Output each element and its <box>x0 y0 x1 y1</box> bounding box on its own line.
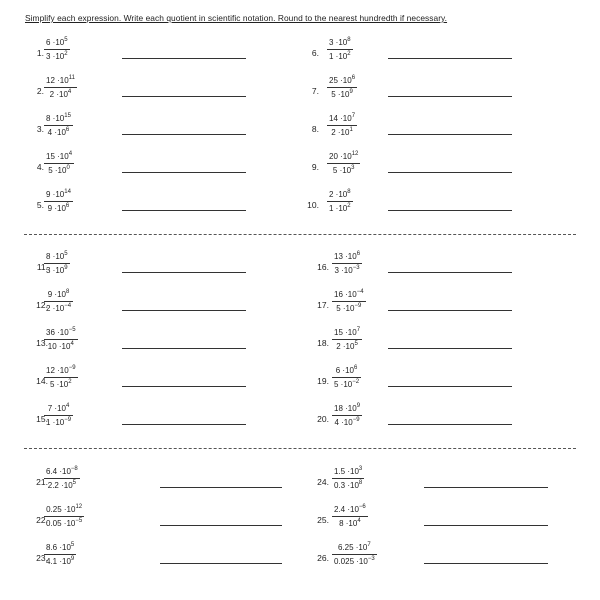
numerator <box>327 38 353 48</box>
answer-line[interactable] <box>388 96 512 97</box>
answer-line[interactable] <box>388 134 512 135</box>
problem-18 <box>0 328 600 358</box>
denominator-base: 3 ·10 <box>46 52 65 61</box>
numerator-base: 6.4 ·10 <box>46 467 71 476</box>
numerator <box>336 543 373 553</box>
numerator-exponent: 7 <box>367 542 371 548</box>
denominator-exponent: 9 <box>70 556 75 562</box>
numerator <box>334 366 360 376</box>
denominator-base: 4.1 ·10 <box>46 557 71 566</box>
numerator-exponent: 3 <box>358 466 363 472</box>
numerator-exponent: −6 <box>358 504 366 510</box>
denominator-base: 3 ·10 <box>46 266 65 275</box>
answer-line[interactable] <box>424 525 548 526</box>
denominator-exponent: 4 <box>357 518 361 524</box>
problem-number: 25. <box>317 515 329 525</box>
problem-19 <box>0 366 600 396</box>
problem-number: 13. <box>36 338 48 348</box>
denominator-base: 0.025 ·10 <box>334 557 368 566</box>
numerator-base: 3 ·10 <box>329 38 348 47</box>
fraction <box>332 328 362 352</box>
denominator <box>332 557 377 567</box>
numerator-exponent: 7 <box>351 113 356 119</box>
numerator-exponent: −5 <box>68 327 76 333</box>
problem-number: 15. <box>36 414 48 424</box>
fraction-bar <box>327 163 360 164</box>
denominator-base: 2.2 ·10 <box>47 481 73 490</box>
numerator <box>332 467 364 477</box>
numerator <box>327 114 357 124</box>
fraction <box>327 114 357 138</box>
answer-line[interactable] <box>424 487 548 488</box>
fraction-bar <box>332 339 362 340</box>
denominator-base: 8 ·10 <box>339 519 358 528</box>
fraction-bar <box>327 49 353 50</box>
fraction-bar <box>327 201 353 202</box>
problem-number: 20. <box>317 414 329 424</box>
problem-number: 17. <box>317 300 329 310</box>
numerator-base: 2 ·10 <box>329 190 348 199</box>
numerator-base: 6 ·10 <box>335 366 354 375</box>
numerator-exponent: 5 <box>64 37 68 43</box>
problem-number: 1. <box>36 48 44 58</box>
numerator-exponent: 14 <box>64 189 71 195</box>
denominator-exponent: 5 <box>354 341 358 347</box>
denominator-base: 5 ·10 <box>332 166 352 175</box>
numerator-base: 2.4 ·10 <box>334 505 359 514</box>
denominator-base: 5 ·10 <box>336 304 355 313</box>
numerator-exponent: 11 <box>68 75 75 81</box>
denominator-exponent: 9 <box>64 265 68 271</box>
problem-24 <box>0 467 600 497</box>
fraction <box>332 543 377 567</box>
numerator-base: 18 ·10 <box>334 404 357 413</box>
fraction-bar <box>332 478 364 479</box>
answer-line[interactable] <box>388 272 512 273</box>
denominator-exponent: −2 <box>352 379 360 385</box>
problem-number: 11. <box>36 262 48 272</box>
fraction-bar <box>332 301 366 302</box>
problem-17 <box>0 290 600 320</box>
denominator-exponent: 0 <box>66 165 70 171</box>
answer-line[interactable] <box>388 210 512 211</box>
answer-line[interactable] <box>388 386 512 387</box>
numerator <box>332 505 368 515</box>
numerator <box>332 252 362 262</box>
denominator-exponent: 2 <box>347 203 351 209</box>
numerator-exponent: 12 <box>351 151 359 157</box>
problem-number: 22. <box>36 515 48 525</box>
problem-16 <box>0 252 600 282</box>
denominator-base: 3 ·10 <box>334 266 353 275</box>
numerator-base: 9 ·10 <box>47 290 66 299</box>
numerator-base: 8 ·10 <box>46 114 65 123</box>
numerator-exponent: 4 <box>68 151 73 157</box>
problem-number: 6. <box>311 48 319 58</box>
answer-line[interactable] <box>388 172 512 173</box>
numerator-base: 6 ·10 <box>46 38 65 47</box>
denominator-base: 5 ·10 <box>49 380 69 389</box>
denominator-base: 1 ·10 <box>46 418 65 427</box>
problem-20 <box>0 404 600 434</box>
problem-number: 26. <box>317 553 329 563</box>
numerator <box>332 290 366 300</box>
fraction-bar <box>332 415 362 416</box>
denominator <box>332 418 361 428</box>
numerator-base: 15 ·10 <box>46 152 69 161</box>
problem-10 <box>0 190 600 220</box>
denominator-base: 1 ·10 <box>329 52 348 61</box>
denominator-exponent: 1 <box>349 127 353 133</box>
section-divider <box>24 234 576 235</box>
answer-line[interactable] <box>388 58 512 59</box>
denominator <box>327 204 353 214</box>
numerator-exponent: 12 <box>75 504 83 510</box>
denominator-base: 0.05 ·10 <box>46 519 76 528</box>
denominator-exponent: −9 <box>352 417 360 423</box>
numerator-base: 15 ·10 <box>334 328 357 337</box>
section-divider <box>24 448 576 449</box>
denominator-exponent: 9 <box>349 89 353 95</box>
numerator-base: 14 ·10 <box>329 114 352 123</box>
denominator-exponent: 2 <box>68 379 72 385</box>
numerator-exponent: 6 <box>351 75 356 81</box>
fraction <box>332 366 361 390</box>
numerator-exponent: 8 <box>347 37 351 43</box>
numerator <box>327 152 360 162</box>
fraction <box>327 76 357 100</box>
problem-number: 10. <box>307 200 319 210</box>
numerator-base: 0.25 ·10 <box>46 505 76 514</box>
problem-number: 18. <box>317 338 329 348</box>
denominator-exponent: 5 <box>72 480 76 486</box>
numerator-base: 25 ·10 <box>329 76 352 85</box>
fraction <box>332 290 366 314</box>
denominator-base: 4 ·10 <box>334 418 353 427</box>
problem-number: 9. <box>311 162 319 172</box>
problem-number: 12. <box>36 300 48 310</box>
problem-number: 3. <box>36 124 44 134</box>
denominator-exponent: 6 <box>65 127 70 133</box>
numerator-base: 16 ·10 <box>334 290 357 299</box>
numerator-base: 36 ·10 <box>46 328 69 337</box>
problem-8 <box>0 114 600 144</box>
problem-number: 23. <box>36 553 48 563</box>
numerator <box>327 76 357 86</box>
denominator-exponent: −3 <box>367 556 375 562</box>
answer-line[interactable] <box>388 310 512 311</box>
numerator-base: 12 ·10 <box>46 76 69 85</box>
denominator <box>331 166 357 176</box>
numerator-exponent: 4 <box>65 403 70 409</box>
denominator-base: 2 ·10 <box>46 304 65 313</box>
problem-number: 2. <box>36 86 44 96</box>
numerator-exponent: 8 <box>347 189 351 195</box>
numerator-exponent: 6 <box>356 251 361 257</box>
problem-6 <box>0 38 600 68</box>
problem-number: 19. <box>317 376 329 386</box>
denominator <box>337 519 363 529</box>
numerator-exponent: 6 <box>353 365 358 371</box>
numerator-exponent: 5 <box>70 542 75 548</box>
denominator <box>327 52 353 62</box>
denominator <box>329 90 355 100</box>
denominator-exponent: −5 <box>75 518 83 524</box>
fraction <box>332 467 364 491</box>
fraction <box>332 505 368 529</box>
fraction <box>332 404 362 428</box>
answer-line[interactable] <box>424 563 548 564</box>
answer-line[interactable] <box>388 348 512 349</box>
numerator-exponent: 5 <box>64 251 68 257</box>
instructions: Simplify each expression. Write each quotient in scientific notation. Round to the nearest hundredth if necessary. <box>25 13 448 23</box>
numerator-base: 9 ·10 <box>46 190 65 199</box>
denominator-exponent: 8 <box>358 480 363 486</box>
denominator-exponent: −9 <box>354 303 362 309</box>
denominator-exponent: −3 <box>352 265 360 271</box>
numerator-exponent: 7 <box>356 327 361 333</box>
denominator <box>332 380 361 390</box>
numerator-exponent: 9 <box>356 403 361 409</box>
numerator <box>327 190 353 200</box>
denominator-base: 5 ·10 <box>334 380 353 389</box>
numerator <box>332 328 362 338</box>
denominator-base: 0.3 ·10 <box>334 481 359 490</box>
denominator-exponent: 4 <box>70 341 74 347</box>
denominator-base: 2 ·10 <box>49 90 68 99</box>
numerator-base: 1.5 ·10 <box>334 467 359 476</box>
problem-25 <box>0 505 600 535</box>
denominator-base: 9 ·10 <box>47 204 66 213</box>
problem-7 <box>0 76 600 106</box>
problem-number: 14. <box>36 376 48 386</box>
fraction-bar <box>327 125 357 126</box>
numerator-exponent: 8 <box>65 289 70 295</box>
denominator-exponent: 4 <box>67 89 72 95</box>
fraction-bar <box>332 516 368 517</box>
answer-line[interactable] <box>388 424 512 425</box>
denominator-base: 1 ·10 <box>329 204 348 213</box>
numerator-exponent: −9 <box>68 365 76 371</box>
numerator-base: 6.25 ·10 <box>337 543 368 552</box>
denominator-exponent: −9 <box>64 417 72 423</box>
fraction <box>332 252 362 276</box>
denominator-exponent: 2 <box>347 51 351 57</box>
denominator-base: 10 ·10 <box>47 342 71 351</box>
problem-number: 24. <box>317 477 329 487</box>
numerator-exponent: 15 <box>64 113 71 119</box>
fraction-bar <box>332 377 361 378</box>
fraction <box>327 152 360 176</box>
problem-number: 21. <box>36 477 48 487</box>
numerator-exponent: −8 <box>70 466 78 472</box>
problem-number: 16. <box>317 262 329 272</box>
denominator-exponent: 6 <box>65 203 70 209</box>
problem-9 <box>0 152 600 182</box>
problem-26 <box>0 543 600 573</box>
denominator-base: 2 ·10 <box>331 128 350 137</box>
fraction-bar <box>332 554 377 555</box>
numerator-base: 8 ·10 <box>46 252 65 261</box>
fraction-bar <box>332 263 362 264</box>
denominator-base: 2 ·10 <box>336 342 355 351</box>
numerator-exponent: −4 <box>356 289 364 295</box>
numerator-base: 7 ·10 <box>47 404 66 413</box>
numerator <box>332 404 362 414</box>
denominator-base: 5 ·10 <box>48 166 67 175</box>
numerator-base: 8.6 ·10 <box>46 543 71 552</box>
denominator <box>334 304 363 314</box>
numerator-base: 20 ·10 <box>329 152 352 161</box>
fraction <box>327 190 353 214</box>
denominator <box>334 342 360 352</box>
denominator <box>332 481 364 491</box>
denominator-exponent: 2 <box>64 51 68 57</box>
numerator-base: 13 ·10 <box>334 252 357 261</box>
denominator-base: 4 ·10 <box>47 128 66 137</box>
problem-number: 8. <box>311 124 319 134</box>
denominator-exponent: 3 <box>351 165 355 171</box>
denominator-base: 5 ·10 <box>331 90 350 99</box>
numerator-base: 12 ·10 <box>46 366 69 375</box>
denominator <box>332 266 361 276</box>
fraction <box>327 38 353 62</box>
problem-number: 4. <box>36 162 44 172</box>
denominator-exponent: −4 <box>64 303 72 309</box>
denominator <box>329 128 355 138</box>
problem-number: 7. <box>311 86 319 96</box>
problem-number: 5. <box>36 200 44 210</box>
fraction-bar <box>327 87 357 88</box>
